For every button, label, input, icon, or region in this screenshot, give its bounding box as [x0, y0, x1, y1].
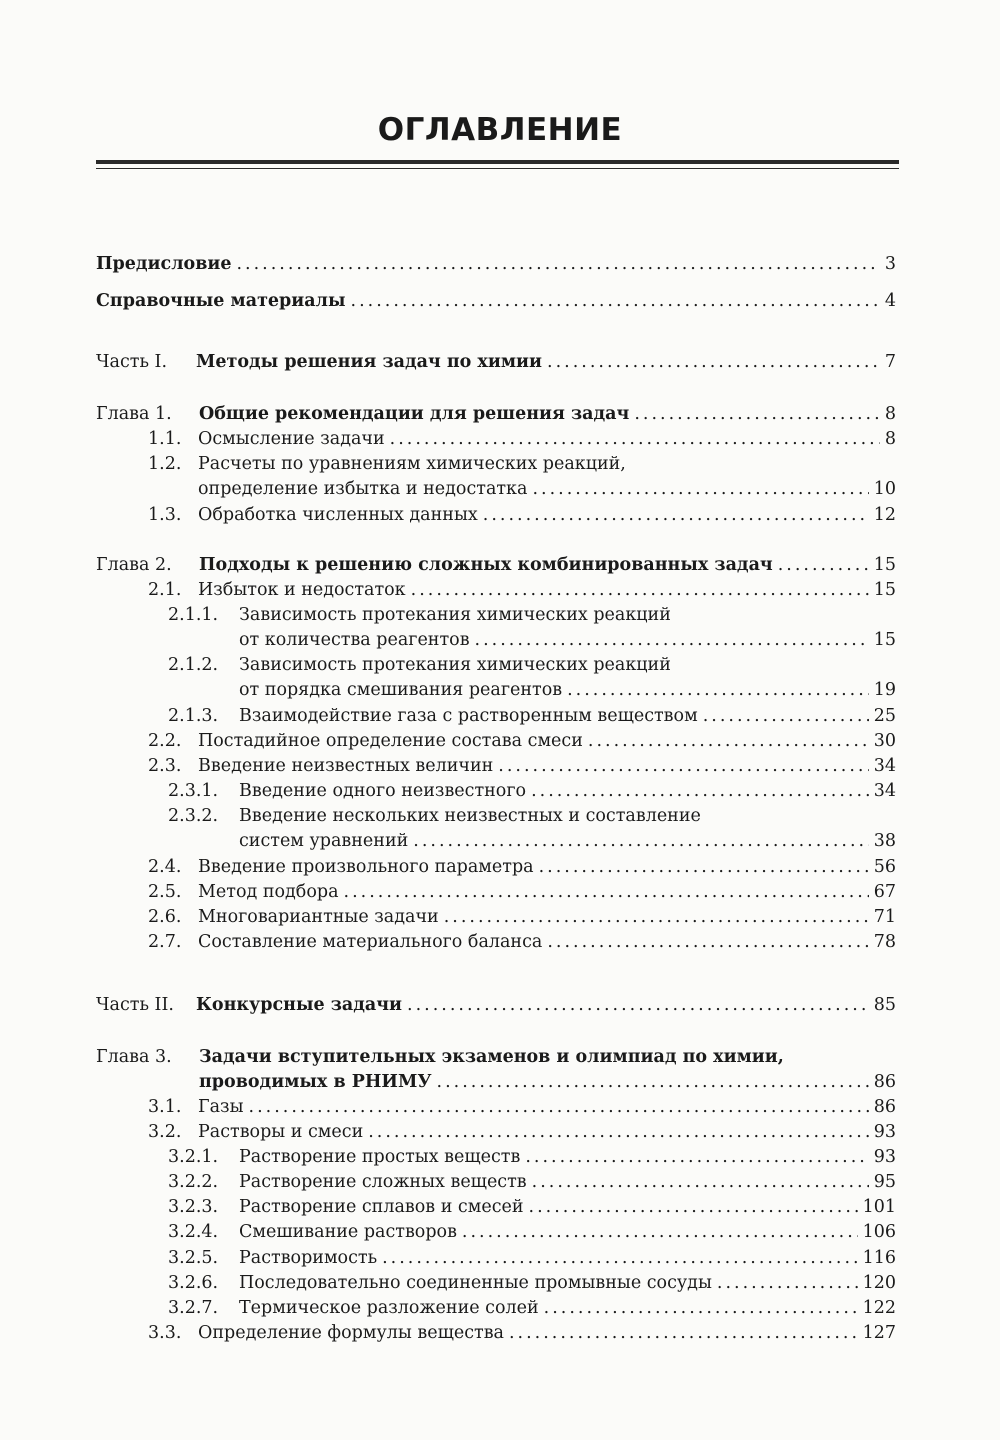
toc-entry-1-3[interactable]	[148, 503, 896, 528]
toc-page-number: 38	[873, 831, 896, 851]
toc-entry-1-1[interactable]	[148, 427, 896, 452]
leader-dots	[411, 578, 869, 603]
toc-entry-2-4[interactable]	[148, 855, 896, 880]
toc-entry-2-1-2[interactable]	[239, 678, 896, 703]
leader-dots	[703, 704, 869, 729]
leader-dots	[567, 678, 869, 703]
toc-entry-title: Зависимость протекания химических реакций	[239, 605, 671, 625]
toc-entry-number: 2.5.	[148, 882, 182, 902]
toc-entry-number: 2.3.2.	[168, 806, 219, 826]
toc-entry-3-2-2[interactable]	[168, 1170, 896, 1195]
leader-dots	[539, 855, 869, 880]
toc-page-number: 3	[884, 254, 896, 274]
toc-entry-ch3-first-line[interactable]	[96, 1045, 784, 1070]
toc-page-number: 86	[873, 1072, 896, 1092]
toc-entry-number: 2.1.1.	[168, 605, 219, 625]
toc-page-number: 71	[873, 907, 896, 927]
toc-entry-title: Введение произвольного параметра	[198, 857, 534, 877]
toc-entry-2-6[interactable]	[148, 905, 896, 930]
toc-entry-3-2-7[interactable]	[168, 1296, 896, 1321]
toc-entry-number: 1.1.	[148, 429, 182, 449]
toc-entry-number: 1.3.	[148, 505, 182, 525]
toc-entry-title: Подходы к решению сложных комбинированных задач	[199, 555, 773, 575]
page-title: ОГЛАВЛЕНИЕ	[377, 112, 623, 148]
toc-entry-title: Последовательно соединенные промывные сосуды	[239, 1273, 712, 1293]
toc-page-number: 85	[873, 995, 896, 1015]
toc-entry-3-2[interactable]	[148, 1120, 896, 1145]
toc-entry-title: Предисловие	[96, 254, 232, 274]
toc-entry-title-continued: определение избытка и недостатка	[198, 479, 528, 499]
toc-entry-title: Газы	[198, 1097, 244, 1117]
toc-entry-number: Часть II.	[96, 995, 174, 1015]
leader-dots	[547, 930, 868, 955]
toc-entry-1-2[interactable]	[198, 477, 896, 502]
toc-entry-ch1[interactable]	[96, 402, 896, 427]
toc-entry-title: Постадийное определение состава смеси	[198, 731, 583, 751]
toc-entry-3-2-5[interactable]	[168, 1246, 896, 1271]
toc-entry-number: 3.3.	[148, 1323, 182, 1343]
toc-entry-number: Глава 3.	[96, 1047, 172, 1067]
leader-dots	[531, 779, 869, 804]
toc-entry-2-3[interactable]	[148, 754, 896, 779]
toc-entry-title: Растворение сплавов и смесей	[239, 1197, 524, 1217]
toc-page-number: 93	[873, 1122, 896, 1142]
toc-entry-title: Зависимость протекания химических реакций	[239, 655, 671, 675]
toc-entry-title: Обработка численных данных	[198, 505, 478, 525]
leader-dots	[382, 1246, 857, 1271]
toc-entry-2-3-1[interactable]	[168, 779, 896, 804]
toc-entry-number: 3.2.4.	[168, 1222, 219, 1242]
toc-entry-title: Растворы и смеси	[198, 1122, 364, 1142]
leader-dots	[437, 1070, 869, 1095]
toc-entry-1-2-first-line[interactable]	[148, 452, 626, 477]
toc-entry-3-1[interactable]	[148, 1095, 896, 1120]
toc-entry-part1[interactable]	[96, 350, 896, 375]
toc-entry-2-3-2[interactable]	[239, 829, 896, 854]
toc-page-number: 7	[884, 352, 896, 372]
toc-page-number: 78	[873, 932, 896, 952]
toc-entry-title: Общие рекомендации для решения задач	[199, 404, 630, 424]
toc-entry-number: 2.7.	[148, 932, 182, 952]
toc-entry-3-2-6[interactable]	[168, 1271, 896, 1296]
toc-entry-number: Часть I.	[96, 352, 168, 372]
toc-page-number: 127	[862, 1323, 896, 1343]
toc-entry-number: 3.2.3.	[168, 1197, 219, 1217]
toc-page-number: 67	[873, 882, 896, 902]
toc-page-number: 15	[873, 580, 896, 600]
toc-page-number: 93	[873, 1147, 896, 1167]
toc-page-number: 34	[873, 781, 896, 801]
toc-page-number: 101	[862, 1197, 896, 1217]
toc-entry-title: Растворимость	[239, 1248, 378, 1268]
toc-page-number: 8	[884, 429, 896, 449]
toc-page-number: 56	[873, 857, 896, 877]
leader-dots	[344, 880, 869, 905]
leader-dots	[483, 503, 869, 528]
toc-page-number: 106	[862, 1222, 896, 1242]
leader-dots	[529, 1195, 858, 1220]
leader-dots	[544, 1296, 858, 1321]
toc-entry-title: Справочные материалы	[96, 291, 346, 311]
leader-dots	[390, 427, 880, 452]
toc-entry-title-continued: от порядка смешивания реагентов	[239, 680, 563, 700]
toc-entry-title: Введение одного неизвестного	[239, 781, 527, 801]
leader-dots	[368, 1120, 868, 1145]
toc-entry-title: Растворение сложных веществ	[239, 1172, 527, 1192]
leader-dots	[413, 829, 868, 854]
toc-entry-number: 2.3.1.	[168, 781, 219, 801]
toc-entry-number: Глава 1.	[96, 404, 172, 424]
toc-entry-title: Метод подбора	[198, 882, 339, 902]
leader-dots	[588, 729, 869, 754]
toc-entry-number: 2.1.3.	[168, 706, 219, 726]
toc-entry-number: 2.1.2.	[168, 655, 219, 675]
toc-entry-title: Термическое разложение солей	[239, 1298, 539, 1318]
toc-entry-number: 3.2.6.	[168, 1273, 219, 1293]
toc-entry-3-2-4[interactable]	[168, 1220, 896, 1245]
toc-entry-title-continued: систем уравнений	[239, 831, 409, 851]
toc-page-number: 30	[873, 731, 896, 751]
title-rule-thick	[96, 160, 899, 164]
toc-page-number: 86	[873, 1097, 896, 1117]
toc-entry-ch2[interactable]	[96, 553, 896, 578]
leader-dots	[498, 754, 868, 779]
toc-entry-title: Взаимодействие газа с растворенным веществом	[239, 706, 698, 726]
toc-page-number: 4	[884, 291, 896, 311]
toc-entry-number: 3.2.2.	[168, 1172, 219, 1192]
toc-entry-2-1[interactable]	[148, 578, 896, 603]
leader-dots	[249, 1095, 869, 1120]
leader-dots	[236, 252, 879, 277]
toc-page-number: 122	[862, 1298, 896, 1318]
toc-entry-2-2[interactable]	[148, 729, 896, 754]
toc-page-number: 25	[873, 706, 896, 726]
toc-entry-number: 3.1.	[148, 1097, 182, 1117]
leader-dots	[407, 993, 869, 1018]
toc-page-number: 34	[873, 756, 896, 776]
toc-entry-preface[interactable]	[96, 252, 896, 277]
toc-entry-title: Растворение простых веществ	[239, 1147, 521, 1167]
toc-entry-3-2-1[interactable]	[168, 1145, 896, 1170]
toc-page-number: 19	[873, 680, 896, 700]
toc-page-number: 12	[873, 505, 896, 525]
leader-dots	[547, 350, 880, 375]
toc-entry-title-continued: от количества реагентов	[239, 630, 470, 650]
leader-dots	[462, 1220, 858, 1245]
toc-page-number: 116	[862, 1248, 896, 1268]
toc-entry-number: 2.1.	[148, 580, 182, 600]
toc-entry-number: 3.2.1.	[168, 1147, 219, 1167]
toc-entry-title: Смешивание растворов	[239, 1222, 457, 1242]
toc-entry-title: Введение нескольких неизвестных и составление	[239, 806, 701, 826]
toc-entry-number: 3.2.	[148, 1122, 182, 1142]
toc-entry-number: 3.2.7.	[168, 1298, 219, 1318]
leader-dots	[509, 1321, 858, 1346]
toc-entry-2-1-1[interactable]	[239, 628, 896, 653]
toc-entry-title: Методы решения задач по химии	[196, 352, 543, 372]
toc-entry-2-1-2-first-line[interactable]	[168, 653, 671, 678]
leader-dots	[532, 1170, 869, 1195]
toc-entry-title: Многовариантные задачи	[198, 907, 439, 927]
toc-entry-title: Осмысление задачи	[198, 429, 385, 449]
toc-entry-2-5[interactable]	[148, 880, 896, 905]
toc-entry-3-2-3[interactable]	[168, 1195, 896, 1220]
leader-dots	[778, 553, 869, 578]
leader-dots	[444, 905, 869, 930]
toc-entry-number: 2.2.	[148, 731, 182, 751]
toc-entry-title: Расчеты по уравнениям химических реакций,	[198, 454, 626, 474]
toc-entry-number: Глава 2.	[96, 555, 172, 575]
toc-entry-title: Конкурсные задачи	[196, 995, 403, 1015]
toc-entry-2-1-3[interactable]	[168, 704, 896, 729]
toc-entry-number: 3.2.5.	[168, 1248, 219, 1268]
leader-dots	[634, 402, 880, 427]
leader-dots	[717, 1271, 858, 1296]
toc-page-number: 8	[884, 404, 896, 424]
toc-entry-reference[interactable]	[96, 289, 896, 314]
toc-entry-number: 2.3.	[148, 756, 182, 776]
toc-entry-title: Избыток и недостаток	[198, 580, 406, 600]
toc-entry-2-7[interactable]	[148, 930, 896, 955]
toc-entry-title: Задачи вступительных экзаменов и олимпиад по химии,	[199, 1047, 784, 1067]
leader-dots	[525, 1145, 868, 1170]
toc-page-number: 15	[873, 630, 896, 650]
toc-page-number: 10	[873, 479, 896, 499]
toc-entry-3-3[interactable]	[148, 1321, 896, 1346]
toc-entry-number: 2.4.	[148, 857, 182, 877]
toc-entry-number: 1.2.	[148, 454, 182, 474]
toc-page-number: 15	[873, 555, 896, 575]
leader-dots	[475, 628, 869, 653]
toc-page-number: 120	[862, 1273, 896, 1293]
toc-entry-title: Определение формулы вещества	[198, 1323, 504, 1343]
toc-entry-title-continued: проводимых в РНИМУ	[199, 1072, 432, 1092]
toc-entry-part2[interactable]	[96, 993, 896, 1018]
toc-page-number: 95	[873, 1172, 896, 1192]
toc-entry-number: 2.6.	[148, 907, 182, 927]
toc-entry-2-1-1-first-line[interactable]	[168, 603, 671, 628]
toc-entry-2-3-2-first-line[interactable]	[168, 804, 701, 829]
title-rule-thin	[96, 168, 899, 169]
leader-dots	[351, 289, 880, 314]
toc-entry-ch3[interactable]	[199, 1070, 896, 1095]
toc-entry-title: Введение неизвестных величин	[198, 756, 494, 776]
leader-dots	[532, 477, 868, 502]
toc-entry-title: Составление материального баланса	[198, 932, 543, 952]
